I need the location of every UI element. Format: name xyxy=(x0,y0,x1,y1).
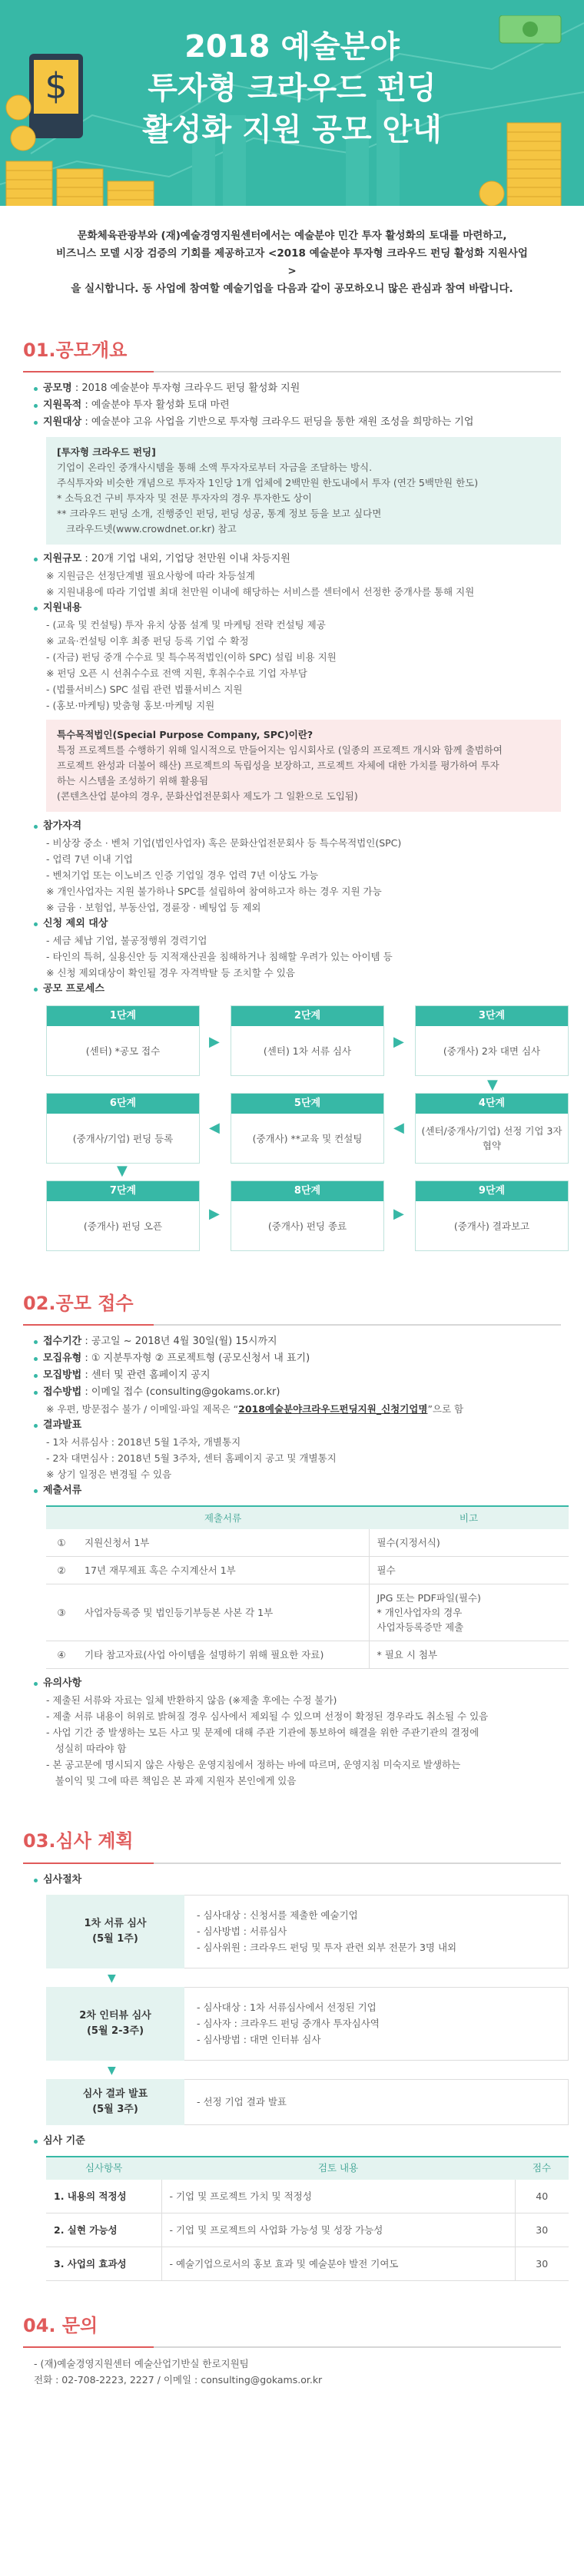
warning-line: - 사업 기간 중 발생하는 모든 사고 및 문제에 대해 주관 기관에 통보하여 해결을 위한 주관기관의 결정에 xyxy=(46,1727,479,1739)
process-step: 9단계 (중개사) 결과보고 xyxy=(415,1180,569,1251)
contact-line: 전화 : 02-708-2223, 2227 / 이메일 : consulting@gokams.or.kr xyxy=(34,2374,323,2386)
intro-text xyxy=(0,206,584,298)
table-row: ① 지원신청서 1부 필수(지정서식) xyxy=(46,1529,569,1557)
section-contact xyxy=(0,2312,584,2388)
intro-line: 을 실시합니다. 동 사업에 참여할 예술기업을 다음과 같이 공모하오니 많은 관심과 참여 바랍니다. xyxy=(71,283,513,295)
arrow-right-icon: ▶ xyxy=(393,1034,404,1051)
documents-table xyxy=(46,1505,569,1669)
hero-title-line-2: 투자형 크라우드 펀딩 xyxy=(148,71,436,106)
overview-item: 지원대상 : 예술분야 고유 사업을 기반으로 투자형 크라우드 펀딩을 통한 재원 조성을 희망하는 기업 xyxy=(34,414,561,431)
arrow-right-icon: ▶ xyxy=(209,1206,220,1223)
process-step: 7단계 (중개사) 펀딩 오픈 xyxy=(46,1180,200,1251)
process-step: 1단계 (센터) *공모 접수 xyxy=(46,1005,200,1076)
svg-text:$: $ xyxy=(45,65,68,107)
warning-line: - 본 공고문에 명시되지 않은 사항은 운영지침에서 정하는 바에 따르며, 운영지침 미숙지로 발생하는 xyxy=(46,1759,461,1771)
table-header: 비고 xyxy=(369,1506,569,1529)
arrow-left-icon: ◀ xyxy=(393,1120,404,1137)
overview-item: 참가자격 xyxy=(34,818,561,835)
evaluation-item: 심사 기준 xyxy=(34,2133,561,2150)
note: ※ 지원내용에 따라 기업별 최대 천만원 이내에 해당하는 서비스를 센터에서 선정한 중개사를 통해 지원 xyxy=(46,586,475,598)
intro-line: 비즈니스 모델 시장 검증의 기회를 제공하고자 <2018 예술분야 투자형 크라우드 펀딩 활성화 지원사업> xyxy=(56,247,528,277)
warning-line: 불이익 및 그에 따른 책임은 본 과제 지원자 본인에게 있음 xyxy=(46,1775,297,1787)
table-row: ④ 기타 참고자료(사업 아이템을 설명하기 위해 필요한 자료) * 필요 시 첨부 xyxy=(46,1641,569,1669)
section-application xyxy=(0,1290,584,1789)
content-line: - (자금) 펀딩 중개 수수료 및 특수목적법인(이하 SPC) 설립 비용 지원 xyxy=(46,651,337,664)
table-header: 점수 xyxy=(515,2157,569,2180)
section-title: 01.공모개요 xyxy=(23,336,561,372)
overview-item: 신청 제외 대상 xyxy=(34,916,561,932)
intro-line: 문화체육관광부와 (재)예술경영지원센터에서는 예술분야 민간 투자 활성화의 토대를 마련하고, xyxy=(77,230,507,242)
note: ※ 지원금은 선정단계별 필요사항에 따라 차등설계 xyxy=(46,570,255,582)
application-item: 결과발표 xyxy=(34,1417,561,1434)
table-header: 제출서류 xyxy=(77,1506,369,1529)
arrow-down-icon: ▼ xyxy=(108,2064,116,2077)
section-title: 02.공모 접수 xyxy=(23,1290,561,1326)
eligibility-line: - 비상장 중소 · 벤처 기업(법인사업자) 혹은 문화산업전문회사 등 특수목적법인(SPC) xyxy=(46,837,402,849)
application-item: 유의사항 xyxy=(34,1675,561,1692)
result-line: - 1차 서류심사 : 2018년 5월 1주차, 개별통지 xyxy=(46,1436,241,1449)
eligibility-line: ※ 개인사업자는 지원 불가하나 SPC를 설립하여 참여하고자 하는 경우 지원 가능 xyxy=(46,886,382,898)
warning-line: 성실히 따라야 함 xyxy=(46,1743,127,1755)
overview-item: 지원목적 : 예술분야 투자 활성화 토대 마련 xyxy=(34,397,561,414)
eligibility-line: - 벤처기업 또는 이노비즈 인증 기업일 경우 업력 7년 이상도 가능 xyxy=(46,869,319,882)
process-step: 4단계 (센터/중개사/기업) 선정 기업 3자 협약 xyxy=(415,1093,569,1164)
warning-line: - 제출된 서류와 자료는 일체 반환하지 않음 (※제출 후에는 수정 불가) xyxy=(46,1694,337,1707)
exclusion-line: - 타인의 특허, 실용신안 등 지적재산권을 침해하거나 침해할 우려가 있는 아이템 등 xyxy=(46,951,393,963)
table-header: 심사항목 xyxy=(46,2157,161,2180)
application-item: 접수방법 : 이메일 접수 (consulting@gokams.or.kr) xyxy=(34,1384,561,1401)
process-step: 5단계 (중개사) **교육 및 컨설팅 xyxy=(231,1093,384,1164)
hero-title-line-1: 2018 예술분야 xyxy=(184,29,400,65)
section-overview xyxy=(0,336,584,1251)
arrow-right-icon: ▶ xyxy=(209,1034,220,1051)
table-row: 1. 내용의 적정성 - 기업 및 프로젝트 가치 및 적정성 40 xyxy=(46,2180,569,2213)
content-line: - (교육 및 컨설팅) 투자 유치 상품 설계 및 마케팅 전략 컨설팅 제공 xyxy=(46,619,326,631)
process-step: 2단계 (센터) 1차 서류 심사 xyxy=(231,1005,384,1076)
content-line: ※ 교육·컨설팅 이후 최종 펀딩 등록 기업 수 확정 xyxy=(46,635,249,647)
content-line: ※ 펀딩 오픈 시 선취수수료 전액 지원, 후취수수료 기업 자부담 xyxy=(46,667,308,680)
crowdfunding-info-box: [투자형 크라우드 펀딩] 기업이 온라인 중개사시템을 통해 소액 투자자로부터 자금을 조달하는 방식. 주식투자와 비슷한 개념으로 투자자 1인당 1개 업체에 2백만원 한도내에서 투자 (연간 5백만원 한도) * 소득요건 구비 투자자 및 전문 투자자의 경우 투자한도 상이 ** 크라우드 펀딩 소개, 진행중인 펀딩, 펀딩 성공, 통계 정보 등을 보고 싶다면 크라우드넷(www.crowdnet.or.kr) 참고 xyxy=(46,437,561,545)
eligibility-line: ※ 금융 · 보험업, 부동산업, 경륜장 · 베팅업 등 제외 xyxy=(46,902,261,914)
eligibility-line: - 업력 7년 이내 기업 xyxy=(46,853,133,866)
process-step: 8단계 (중개사) 펀딩 종료 xyxy=(231,1180,384,1251)
result-line: - 2차 대면심사 : 2018년 5월 3주차, 센터 홈페이지 공고 및 개별통지 xyxy=(46,1452,337,1465)
evaluation-step: 1차 서류 심사 (5월 1주) - 심사대상 : 신청서를 제출한 예술기업 - 심사방법 : 서류심사 - 심사위원 : 크라우드 펀딩 및 투자 관련 외부 전문가 3명 내외 xyxy=(46,1895,569,1968)
application-item: 모집방법 : 센터 및 관련 홈페이지 공지 xyxy=(34,1367,561,1384)
table-row: 3. 사업의 효과성 - 예술기업으로서의 홍보 효과 및 예술분야 발전 기여도 30 xyxy=(46,2247,569,2281)
process-flow xyxy=(46,1005,569,1251)
evaluation-item: 심사절차 xyxy=(34,1872,561,1889)
overview-item: 지원내용 xyxy=(34,600,561,617)
section-evaluation xyxy=(0,1827,584,2281)
warning-line: - 제출 서류 내용이 허위로 밝혀질 경우 심사에서 제외될 수 있으며 선정이 확정된 경우라도 취소될 수 있음 xyxy=(46,1710,489,1723)
overview-item: 공모 프로세스 xyxy=(34,981,561,998)
criteria-table xyxy=(46,2156,569,2282)
table-row: ② 17년 재무제표 혹은 수지계산서 1부 필수 xyxy=(46,1557,569,1584)
evaluation-step: 2차 인터뷰 심사 (5월 2-3주) - 심사대상 : 1차 서류심사에서 선정된 기업 - 심사자 : 크라우드 펀딩 중개사 투자심사역 - 심사방법 : 대면 인터뷰 심사 xyxy=(46,1987,569,2061)
evaluation-steps xyxy=(46,1895,569,2125)
table-header: 검토 내용 xyxy=(161,2157,515,2180)
spc-info-box: 특수목적법인(Special Purpose Company, SPC)이란? 특정 프로젝트를 수행하기 위해 일시적으로 만들어지는 임시회사로 (일종의 프로젝트 개시와 함께 출범하여 프로젝트 완성과 더불어 해산) 프로젝트의 독립성을 보장하고, 프로젝트 자체에 대한 가치를 평가하여 투자 하는 시스템을 조성하기 위해 활용됨 (콘텐츠산업 분야의 경우, 문화산업전문회사 제도가 그 일환으로 도입됨) xyxy=(46,720,561,812)
process-step: 3단계 (중개사) 2차 대면 심사 xyxy=(415,1005,569,1076)
application-item: 접수기간 : 공고일 ~ 2018년 4월 30일(월) 15시까지 xyxy=(34,1333,561,1350)
overview-item: 지원규모 : 20개 기업 내외, 기업당 천만원 이내 차등지원 xyxy=(34,551,561,568)
application-item: 제출서류 xyxy=(34,1482,561,1499)
section-title: 04. 문의 xyxy=(23,2312,561,2348)
process-step: 6단계 (중개사/기업) 펀딩 등록 xyxy=(46,1093,200,1164)
evaluation-step: 심사 결과 발표 (5월 3주) - 선정 기업 결과 발표 xyxy=(46,2079,569,2125)
email-subject-note: ※ 우편, 방문접수 불가 / 이메일·파일 제목은 “2018예술분야크라우드펀딩지원_신청기업명”으로 함 xyxy=(46,1403,464,1415)
application-item: 모집유형 : ① 지분투자형 ② 프로젝트형 (공모신청서 내 표기) xyxy=(34,1350,561,1367)
hero-banner xyxy=(0,0,584,206)
exclusion-line: - 세금 체납 기업, 불공정행위 경력기업 xyxy=(46,935,207,947)
section-title: 03.심사 계획 xyxy=(23,1827,561,1863)
content-line: - (홍보·마케팅) 맞춤형 홍보·마케팅 지원 xyxy=(46,700,215,712)
exclusion-line: ※ 신청 제외대상이 확인될 경우 자격박탈 등 조치할 수 있음 xyxy=(46,967,295,979)
arrow-down-icon: ▼ xyxy=(487,1077,498,1094)
arrow-down-icon: ▼ xyxy=(108,1972,116,1985)
content-line: - (법률서비스) SPC 설립 관련 법률서비스 지원 xyxy=(46,684,243,696)
arrow-right-icon: ▶ xyxy=(393,1206,404,1223)
contact-line: - (재)예술경영지원센터 예술산업기반실 한로지원팀 xyxy=(34,2358,249,2370)
table-row: 2. 실현 가능성 - 기업 및 프로젝트의 사업화 가능성 및 성장 가능성 30 xyxy=(46,2213,569,2247)
result-line: ※ 상기 일정은 변경될 수 있음 xyxy=(46,1468,172,1481)
hero-title-line-3: 활성화 지원 공모 안내 xyxy=(142,112,442,147)
arrow-down-icon: ▼ xyxy=(117,1163,128,1180)
arrow-left-icon: ◀ xyxy=(209,1120,220,1137)
overview-item: 공모명 : 2018 예술분야 투자형 크라우드 펀딩 활성화 지원 xyxy=(34,380,561,397)
table-row: ③ 사업자등록증 및 법인등기부등본 사본 각 1부 JPG 또는 PDF파일(필수) * 개인사업자의 경우 사업자등록증만 제출 xyxy=(46,1584,569,1641)
